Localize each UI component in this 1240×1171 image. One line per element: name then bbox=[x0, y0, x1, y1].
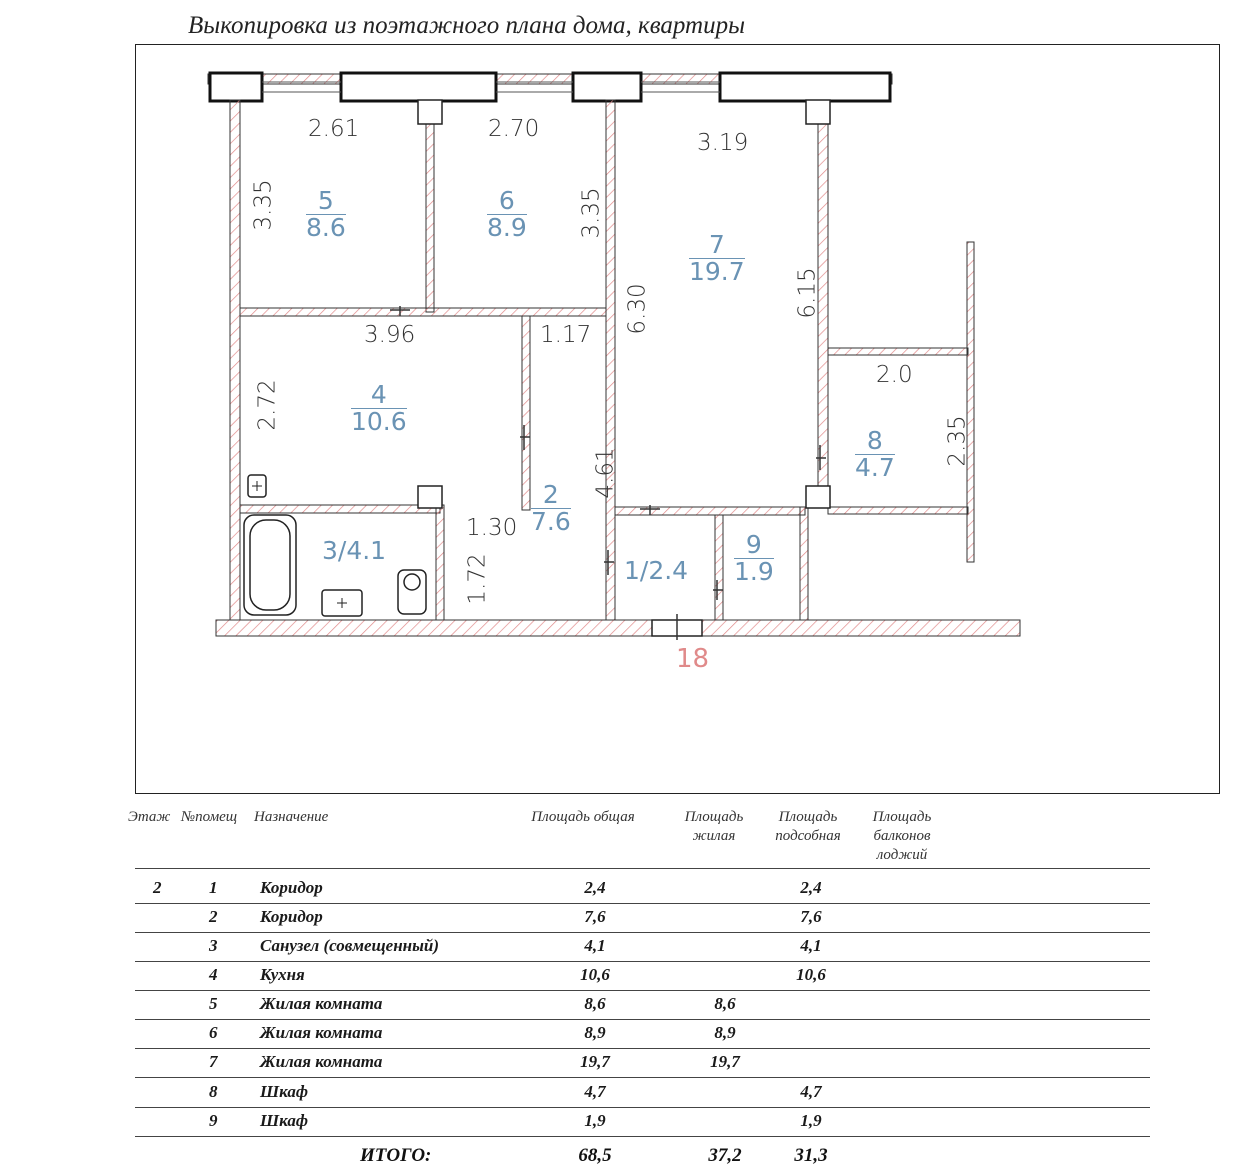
dim-r7-width: 3.19 bbox=[697, 130, 749, 156]
table-row: 7 Жилая комната 19,7 19,7 bbox=[135, 1048, 1150, 1078]
table-row: 8 Шкаф 4,7 4,7 bbox=[135, 1078, 1150, 1108]
dim-r4-width: 3.96 bbox=[364, 322, 416, 348]
table-row: 6 Жилая комната 8,9 8,9 bbox=[135, 1019, 1150, 1049]
room-9-label: 9 1.9 bbox=[734, 530, 774, 587]
header-total-area: Площадь общая bbox=[531, 809, 635, 825]
table-row: 2 1 Коридор 2,4 2,4 bbox=[135, 874, 1150, 904]
room-2-label: 2 7.6 bbox=[531, 480, 571, 537]
dim-r4-height: 2.72 bbox=[254, 379, 281, 431]
header-balcony-area: Площадь балконов лоджий bbox=[872, 809, 932, 863]
house-number: 18 bbox=[676, 644, 710, 674]
room-1-label: 1/2.4 bbox=[624, 556, 689, 585]
dim-bath-height: 1.72 bbox=[464, 553, 491, 605]
room-8-label: 8 4.7 bbox=[855, 426, 895, 483]
table-row: 9 Шкаф 1,9 1,9 bbox=[135, 1107, 1150, 1137]
dim-r6-height: 3.35 bbox=[578, 187, 605, 239]
table-row: 4 Кухня 10,6 10,6 bbox=[135, 961, 1150, 991]
dim-r7-height: 6.15 bbox=[794, 267, 821, 319]
dim-corridor-width: 1.17 bbox=[540, 322, 592, 348]
table-row: 3 Санузел (совмещенный) 4,1 4,1 bbox=[135, 932, 1150, 962]
header-floor: Этаж bbox=[128, 809, 171, 825]
room-6-label: 6 8.9 bbox=[487, 186, 527, 243]
header-purpose: Назначение bbox=[254, 809, 329, 825]
totals-total: 68,5 bbox=[578, 1145, 612, 1166]
header-living-area: Площадь жилая bbox=[684, 809, 744, 844]
room-7-label: 7 19.7 bbox=[689, 230, 745, 287]
totals-aux: 31,3 bbox=[794, 1145, 828, 1166]
room-3-label: 3/4.1 bbox=[322, 536, 387, 565]
totals-living: 37,2 bbox=[708, 1145, 742, 1166]
room-4-label: 4 10.6 bbox=[351, 380, 407, 437]
dim-r7-outer: 6.30 bbox=[624, 283, 651, 335]
room-5-label: 5 8.6 bbox=[306, 186, 346, 243]
table-row: 2 Коридор 7,6 7,6 bbox=[135, 903, 1150, 933]
table-row: 5 Жилая комната 8,6 8,6 bbox=[135, 990, 1150, 1020]
dim-corridor-height: 4.61 bbox=[592, 447, 619, 499]
totals-label: ИТОГО: bbox=[360, 1145, 432, 1166]
dim-r5-width: 2.61 bbox=[308, 116, 360, 142]
header-room-num: №помещ bbox=[181, 809, 238, 825]
dim-r5-height: 3.35 bbox=[250, 179, 277, 231]
document-title: Выкопировка из поэтажного плана дома, квартиры bbox=[188, 12, 746, 39]
dim-r8-width: 2.0 bbox=[876, 362, 913, 388]
dim-corridor-bottom: 1.30 bbox=[466, 515, 518, 541]
table-top-rule bbox=[135, 868, 1150, 869]
dim-r8-height: 2.35 bbox=[944, 415, 971, 467]
dim-r6-width: 2.70 bbox=[488, 116, 540, 142]
header-aux-area: Площадь подсобная bbox=[775, 809, 841, 844]
